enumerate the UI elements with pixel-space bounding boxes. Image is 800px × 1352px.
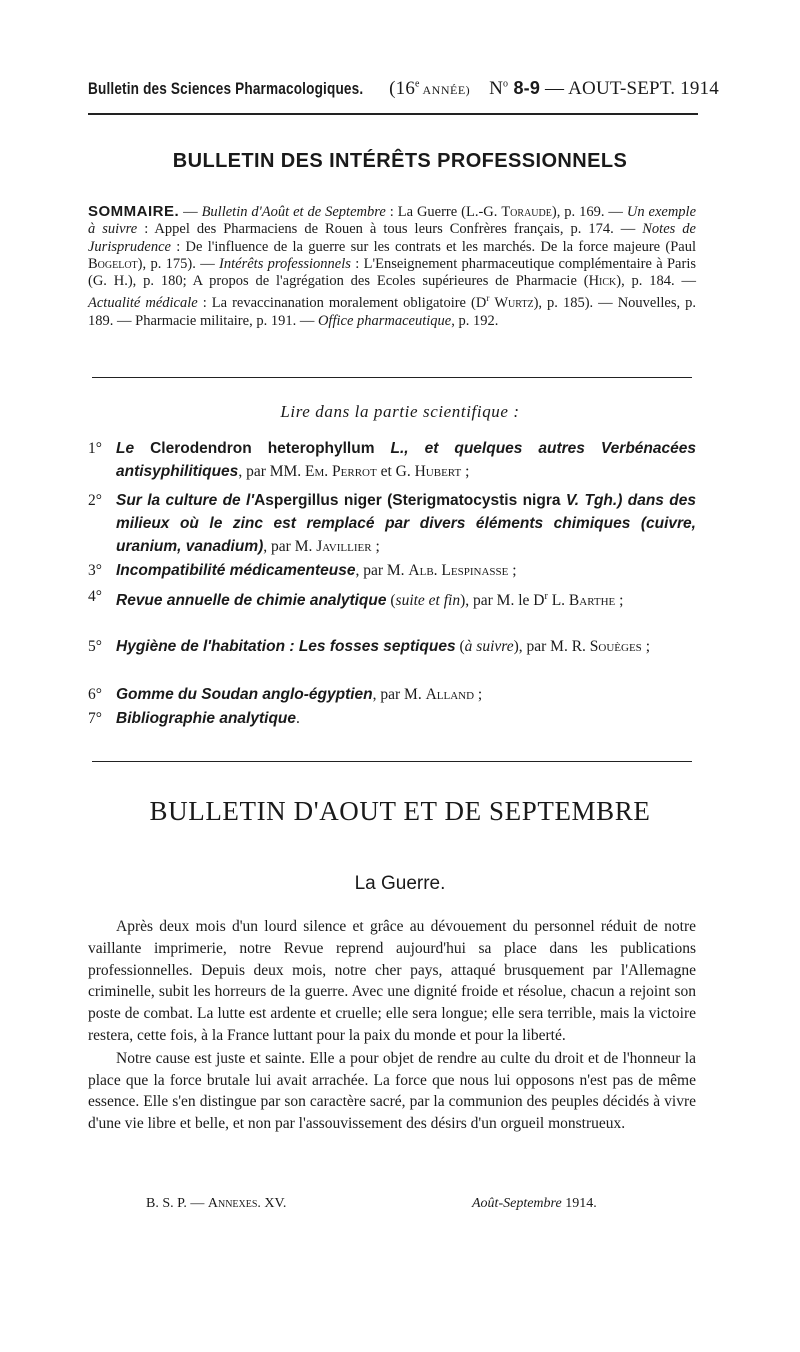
list-item: 1° Le Clerodendron heterophyllum L., et quelques autres Verbénacées antisyphilitiques, par MM. Em. Perrot et G. Hubert ;	[88, 440, 696, 480]
article-subtitle: La Guerre.	[354, 873, 446, 894]
contents-rule	[92, 761, 692, 762]
running-head	[88, 78, 719, 100]
footer-date: Août-Septembre 1914.	[472, 1196, 597, 1211]
lire-heading: Lire dans la partie scientifique :	[280, 402, 520, 421]
paragraph: Notre cause est juste et sainte. Elle a pour objet de rendre au culte du droit et de l'honneur la place que la force brutale lui avait arrachée. La force que nous lui opposons n'est pas de même essence. Elle s'en distingue par son caractère sacré, par la communion des peuples décidés à vivre d'une vie libre et belle, et non par l'assouvissement des désirs d'un orgueil monstrueux.	[88, 1049, 696, 1133]
list-item: 7° Bibliographie analytique.	[88, 710, 300, 727]
main-title: BULLETIN D'AOUT ET DE SEPTEMBRE	[149, 796, 651, 826]
section-title: BULLETIN DES INTÉRÊTS PROFESSIONNELS	[172, 150, 628, 172]
issue-label: $N^o$ 8-9 — AOUT-SEPT. 1914	[489, 78, 719, 99]
sommaire-paragraph: SOMMAIRE. — Bulletin d'Août et de Septembre : La Guerre (L.-G. Toraude), p. 169. — Un exemple à suivre : Appel des Pharmaciens de Rouen à tous leurs Confrères français, p. 174. — Notes de Jurisprudence : De l'influence de la guerre sur les contrats et les marchés. De la force majeure (Paul Bogelot), p. 175). — Intérêts professionnels : L'Enseignement pharmaceutique complémentaire à Paris (G. H.), p. 180; A propos de l'agrégation des Ecoles supérieures de Pharmacie (Hick), p. 184. — Actualité médicale : La revaccinanation moralement obligatoire ($D^r$ Wurtz), p. 185). — Nouvelles, p. 189. — Pharmacie militaire, p. 191. — Office pharmaceutique, p. 192.	[88, 203, 697, 329]
header-rule	[88, 113, 698, 115]
year-label: (16e ANNÉE)	[389, 78, 471, 99]
list-item: 2° Sur la culture de l'Aspergillus niger (Sterigmatocystis nigra V. Tgh.) dans des milieux où le zinc est remplacé par divers éléments chimiques (cuivre, uranium, vanadium), par M. Javillier ;	[88, 492, 696, 555]
list-item: 4° Revue annuelle de chimie analytique (suite et fin), par M. le $D^r$ L. Barthe ;	[88, 588, 624, 610]
list-item: 5° Hygiène de l'habitation : Les fosses septiques (à suivre), par M. R. Souèges ;	[88, 638, 650, 655]
list-item: 3° Incompatibilité médicamenteuse, par M. Alb. Lespinasse ;	[88, 562, 517, 579]
footer-reference: B. S. P. — Annexes. XV.	[146, 1196, 287, 1211]
journal-name: Bulletin des Sciences Pharmacologiques.	[88, 79, 364, 98]
article-body	[88, 916, 696, 1136]
sommaire-rule	[92, 377, 692, 378]
paragraph: Après deux mois d'un lourd silence et grâce au dévouement du personnel réduit de notre vaillante imprimerie, notre Revue reprend aujourd'hui sa place dans les publications professionnelles. Depuis deux mois, notre cher pays, attaqué brusquement par l'Allemagne criminelle, subit les horreurs de la guerre. Avec une dignité froide et résolue, chacun a rejoint son poste de combat. La lutte est ardente et cruelle; elle sera longue; elle sera terrible, mais la victoire restera, cette fois, à la France luttant pour la paix du monde et pour la liberté.	[88, 918, 696, 1044]
list-item: 6° Gomme du Soudan anglo-égyptien, par M. Alland ;	[88, 686, 483, 703]
